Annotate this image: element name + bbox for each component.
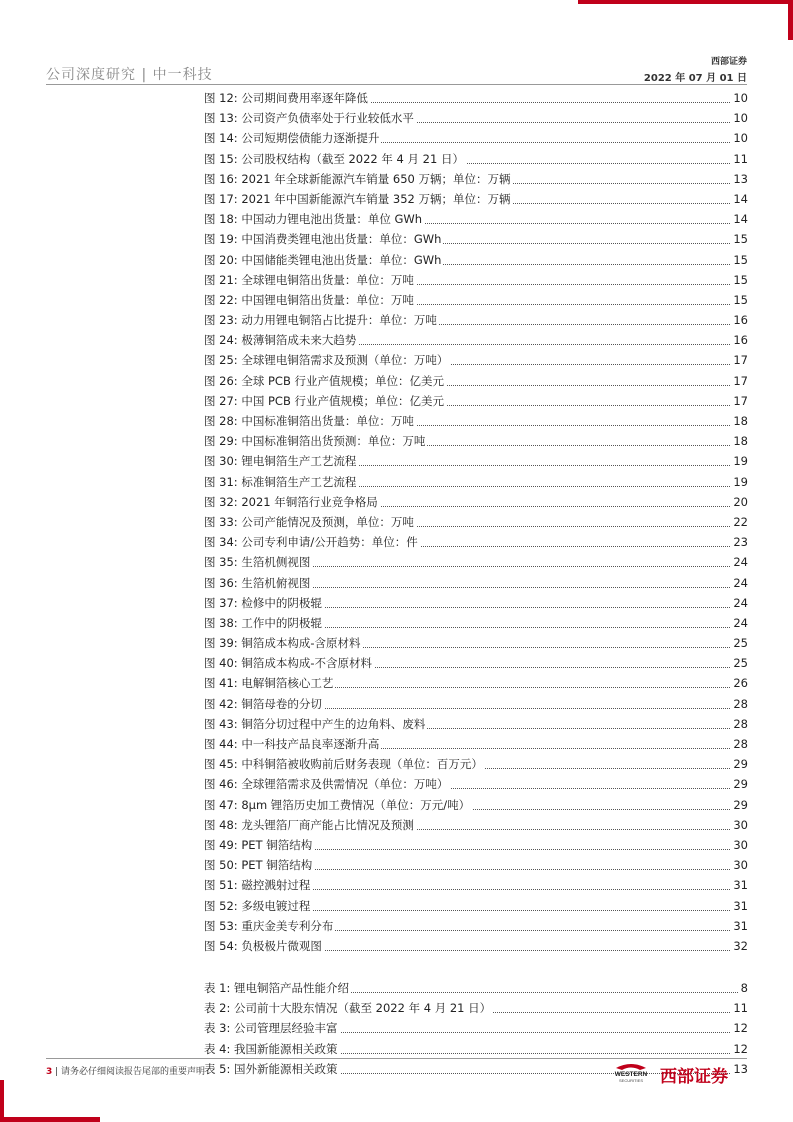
toc-entry-page: 11 [731,998,748,1018]
toc-entry-page: 19 [731,472,748,492]
toc-entry-label: 图 19: 中国消费类锂电池出货量：单位：GWh [204,229,443,249]
toc-entry[interactable] [204,754,748,774]
toc-entry-label: 图 54: 负极极片微观图 [204,936,324,956]
toc-entry[interactable] [204,694,748,714]
toc-entry-label: 图 16: 2021 年全球新能源汽车销量 650 万辆；单位：万辆 [204,169,513,189]
toc-entry[interactable] [204,573,748,593]
toc-entry-page: 31 [731,916,748,936]
toc-entry-page: 16 [731,310,748,330]
toc-entry[interactable] [204,310,748,330]
toc-entry[interactable] [204,593,748,613]
toc-entry-label: 图 14: 公司短期偿债能力逐渐提升 [204,128,381,148]
toc-entry-page: 18 [731,431,748,451]
toc-entry[interactable] [204,552,748,572]
toc-entry[interactable] [204,330,748,350]
toc-entry-label: 图 52: 多级电镀过程 [204,896,312,916]
toc-entry-page: 26 [731,673,748,693]
western-securities-logo-icon [606,1062,656,1084]
toc-entry-page: 18 [731,411,748,431]
toc-entry-page: 31 [731,875,748,895]
table-of-contents [204,88,748,1079]
toc-entry[interactable] [204,512,748,532]
toc-entry-label: 图 12: 公司期间费用率逐年降低 [204,88,370,108]
logo-text: 西部证券 [660,1067,728,1087]
header-brand: 西部证券 [710,57,747,67]
toc-entry-page: 28 [731,694,748,714]
toc-entry-page: 16 [731,330,748,350]
toc-entry[interactable] [204,108,748,128]
corner-decoration-top-right [578,0,793,4]
toc-entry-page: 28 [731,714,748,734]
toc-entry-label: 图 36: 生箔机俯视图 [204,573,312,593]
toc-entry-label: 图 25: 全球锂电铜箔需求及预测（单位：万吨） [204,350,450,370]
toc-entry-label: 图 29: 中国标准铜箔出货预测：单位：万吨 [204,431,427,451]
toc-entry[interactable] [204,451,748,471]
toc-entry[interactable] [204,532,748,552]
toc-entry-label: 表 2: 公司前十大股东情况（截至 2022 年 4 月 21 日） [204,998,493,1018]
toc-entry[interactable] [204,855,748,875]
toc-entry-label: 表 5: 国外新能源相关政策 [204,1059,340,1079]
page-number: 3 [46,1067,53,1077]
toc-entry-label: 图 26: 全球 PCB 行业产值规模；单位：亿美元 [204,371,446,391]
toc-entry[interactable] [204,169,748,189]
toc-entry-label: 图 31: 标准铜箔生产工艺流程 [204,472,358,492]
toc-entry[interactable] [204,613,748,633]
toc-entry-label: 图 39: 铜箔成本构成-含原材料 [204,633,362,653]
toc-entry-page: 15 [731,250,748,270]
toc-entry-page: 10 [731,88,748,108]
toc-entry[interactable] [204,149,748,169]
toc-entry[interactable] [204,209,748,229]
toc-entry-page: 15 [731,270,748,290]
logo-arc-icon [616,1064,646,1070]
toc-entry-page: 32 [731,936,748,956]
toc-entry-page: 24 [731,613,748,633]
toc-entry-page: 17 [731,391,748,411]
toc-entry-label: 图 43: 铜箔分切过程中产生的边角料、废料 [204,714,427,734]
logo-sub-bottom: SECURITIES [618,1078,644,1083]
list-gap [204,956,748,978]
toc-entry-label: 图 49: PET 铜箔结构 [204,835,314,855]
toc-entry[interactable] [204,835,748,855]
toc-entry-label: 表 3: 公司管理层经验丰富 [204,1018,340,1038]
toc-entry-page: 25 [731,653,748,673]
toc-entry[interactable] [204,431,748,451]
toc-entry-page: 22 [731,512,748,532]
toc-entry[interactable] [204,492,748,512]
toc-entry[interactable] [204,998,748,1018]
toc-entry[interactable] [204,229,748,249]
toc-entry-page: 20 [731,492,748,512]
toc-entry-page: 25 [731,633,748,653]
footer-disclaimer [46,1064,205,1077]
toc-entry[interactable] [204,1039,748,1059]
toc-entry-label: 图 53: 重庆金美专利分布 [204,916,335,936]
corner-decoration-bottom-left [0,1117,100,1122]
toc-entry[interactable] [204,411,748,431]
toc-entry-label: 图 33: 公司产能情况及预测，单位：万吨 [204,512,416,532]
toc-entry-page: 13 [731,169,748,189]
toc-entry-label: 图 47: 8μm 锂箔历史加工费情况（单位：万元/吨） [204,795,472,815]
toc-entry-label: 图 28: 中国标准铜箔出货量：单位：万吨 [204,411,416,431]
footer-divider [46,1058,747,1059]
logo-sub-top: WESTERN [614,1071,648,1078]
toc-entry-label: 图 40: 铜箔成本构成-不含原材料 [204,653,374,673]
toc-entry-page: 29 [731,774,748,794]
toc-entry-page: 12 [731,1039,748,1059]
toc-entry-label: 图 45: 中科铜箔被收购前后财务表现（单位：百万元） [204,754,485,774]
toc-entry-label: 图 13: 公司资产负债率处于行业较低水平 [204,108,416,128]
toc-entry-page: 8 [739,978,748,998]
toc-entry-page: 30 [731,835,748,855]
toc-entry-label: 图 22: 中国锂电铜箔出货量：单位：万吨 [204,290,416,310]
toc-entry-page: 14 [731,209,748,229]
toc-entry-page: 30 [731,815,748,835]
toc-entry-page: 10 [731,128,748,148]
toc-entry[interactable] [204,270,748,290]
toc-entry[interactable] [204,815,748,835]
toc-entry-label: 图 34: 公司专利申请/公开趋势：单位：件 [204,532,420,552]
toc-entry-label: 图 50: PET 铜箔结构 [204,855,314,875]
toc-entry[interactable] [204,673,748,693]
toc-entry-label: 图 17: 2021 年中国新能源汽车销量 352 万辆；单位：万辆 [204,189,513,209]
toc-entry-label: 图 24: 极薄铜箔成未来大趋势 [204,330,358,350]
toc-entry-label: 表 1: 锂电铜箔产品性能介绍 [204,978,351,998]
toc-entry-label: 图 42: 铜箔母卷的分切 [204,694,324,714]
toc-entry-page: 24 [731,573,748,593]
toc-entry-label: 图 48: 龙头锂箔厂商产能占比情况及预测 [204,815,416,835]
toc-entry-label: 图 15: 公司股权结构（截至 2022 年 4 月 21 日） [204,149,466,169]
toc-entry-page: 28 [731,734,748,754]
toc-entry-page: 29 [731,754,748,774]
toc-entry[interactable] [204,1018,748,1038]
toc-entry-page: 14 [731,189,748,209]
toc-entry-label: 图 30: 锂电铜箔生产工艺流程 [204,451,358,471]
toc-entry[interactable] [204,128,748,148]
toc-entry[interactable] [204,250,748,270]
disclaimer-text: 请务必仔细阅读报告尾部的重要声明 [61,1067,206,1077]
toc-entry-page: 12 [731,1018,748,1038]
toc-entry[interactable] [204,978,748,998]
toc-entry[interactable] [204,916,748,936]
figure-list [204,88,748,956]
toc-entry[interactable] [204,371,748,391]
toc-entry[interactable] [204,472,748,492]
toc-entry[interactable] [204,350,748,370]
toc-entry[interactable] [204,795,748,815]
page-separator: | [55,1067,62,1077]
toc-entry[interactable] [204,290,748,310]
toc-entry-label: 图 51: 磁控溅射过程 [204,875,312,895]
toc-entry-label: 图 23: 动力用锂电铜箔占比提升：单位：万吨 [204,310,439,330]
header-divider [46,84,747,85]
toc-entry-label: 图 46: 全球锂箔需求及供需情况（单位：万吨） [204,774,450,794]
toc-entry-page: 24 [731,593,748,613]
toc-entry-label: 图 27: 中国 PCB 行业产值规模；单位：亿美元 [204,391,446,411]
toc-entry-page: 24 [731,552,748,572]
toc-entry-page: 30 [731,855,748,875]
toc-entry-page: 10 [731,108,748,128]
toc-entry[interactable] [204,189,748,209]
toc-entry-page: 29 [731,795,748,815]
toc-entry-page: 31 [731,896,748,916]
toc-entry-page: 11 [731,149,748,169]
toc-entry[interactable] [204,714,748,734]
toc-entry-page: 15 [731,290,748,310]
toc-entry-label: 图 32: 2021 年铜箔行业竞争格局 [204,492,380,512]
toc-entry[interactable] [204,896,748,916]
toc-entry-page: 23 [731,532,748,552]
toc-entry-page: 13 [731,1059,748,1079]
toc-entry-label: 图 35: 生箔机侧视图 [204,552,312,572]
toc-entry-label: 表 4: 我国新能源相关政策 [204,1039,340,1059]
toc-entry-label: 图 20: 中国储能类锂电池出货量：单位：GWh [204,250,443,270]
corner-decoration-bottom-left-vertical [0,1080,4,1122]
toc-entry[interactable] [204,734,748,754]
report-date: 2022 年 07 月 01 日 [643,73,747,84]
toc-entry-label: 图 41: 电解铜箔核心工艺 [204,673,335,693]
toc-entry-label: 图 38: 工作中的阴极辊 [204,613,324,633]
toc-entry[interactable] [204,88,748,108]
toc-entry[interactable] [204,774,748,794]
corner-decoration-top-right-vertical [788,0,793,40]
toc-entry-page: 19 [731,451,748,471]
toc-entry-label: 图 44: 中一科技产品良率逐渐升高 [204,734,381,754]
toc-entry[interactable] [204,653,748,673]
toc-entry[interactable] [204,936,748,956]
toc-entry-label: 图 37: 检修中的阴极辊 [204,593,324,613]
toc-entry-label: 图 18: 中国动力锂电池出货量：单位 GWh [204,209,424,229]
report-title: 公司深度研究 | 中一科技 [46,67,213,83]
toc-entry-label: 图 21: 全球锂电铜箔出货量：单位：万吨 [204,270,416,290]
toc-entry-page: 17 [731,371,748,391]
toc-entry-page: 15 [731,229,748,249]
toc-entry[interactable] [204,875,748,895]
toc-entry[interactable] [204,633,748,653]
toc-entry[interactable] [204,391,748,411]
toc-entry-page: 17 [731,350,748,370]
